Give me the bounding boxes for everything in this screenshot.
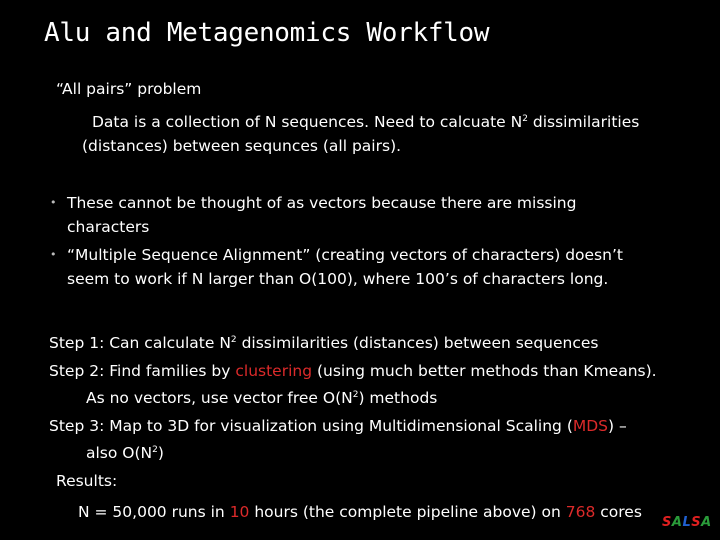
bullet-item	[50, 191, 670, 239]
salsa-logo-letter: S	[691, 515, 702, 530]
step-3-line-1: Step 3: Map to 3D for visualization using Multidimensional Scaling (MDS) –	[49, 417, 627, 435]
salsa-logo-letter: A	[701, 515, 712, 530]
hours-value: 10	[229, 503, 250, 521]
bullet-text: These cannot be thought of as vectors because there are missing	[67, 194, 577, 212]
salsa-logo-letter: A	[671, 515, 683, 530]
description-line-2: (distances) between sequnces (all pairs).	[82, 137, 402, 156]
bullet-item	[50, 243, 670, 291]
step-2-line-1: Step 2: Find families by clustering (using much better methods than Kmeans).	[49, 362, 657, 380]
bullet-marker: •	[50, 196, 57, 209]
step-3-line-2: also $O(N^2)$	[86, 444, 164, 463]
problem-description	[82, 107, 682, 158]
results-label: Results:	[56, 472, 118, 490]
salsa-logo	[662, 515, 712, 530]
bullet-marker: •	[50, 248, 57, 261]
cores-value: 768	[565, 503, 596, 521]
step-2-line-2: As no vectors, use vector free $O(N^2)$ methods	[86, 389, 438, 408]
bullet-text: seem to work if N larger than O(100), where 100’s of characters long.	[67, 270, 609, 288]
step-2	[49, 359, 709, 410]
mds-highlight: MDS	[572, 417, 609, 435]
slide-title: Alu and Metagenomics Workflow	[44, 18, 490, 48]
step-1: Step 1: Can calculate $N^2$ dissimilarities (distances) between sequences	[49, 334, 599, 353]
bullet-list	[50, 191, 670, 291]
description-line-1: Data is a collection of N sequences. Need to calcuate $N^2$ dissimilarities	[92, 113, 640, 132]
step-3	[49, 414, 709, 465]
results-line: N = 50,000 runs in 10 hours (the complete pipeline above) on 768 cores	[78, 503, 642, 521]
bullet-text: “Multiple Sequence Alignment” (creating vectors of characters) doesn’t	[67, 246, 623, 264]
bullet-text: characters	[67, 218, 150, 236]
clustering-highlight: clustering	[235, 362, 313, 380]
problem-heading: “All pairs” problem	[56, 80, 202, 98]
salsa-logo-letter: S	[662, 515, 672, 530]
salsa-logo-letter: L	[682, 515, 692, 530]
